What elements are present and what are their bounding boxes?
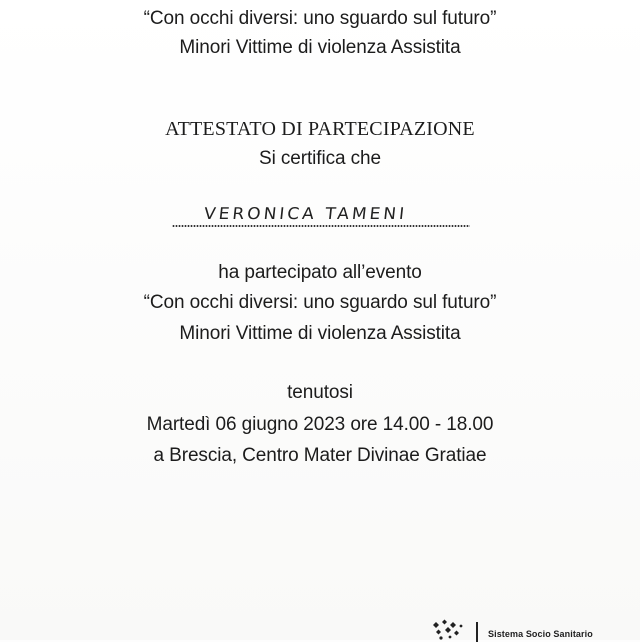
header-event-subtitle: Minori Vittime di violenza Assistita bbox=[179, 37, 461, 58]
participated-line: ha partecipato all’evento bbox=[218, 262, 422, 283]
certificate-heading: ATTESTATO DI PARTECIPAZIONE bbox=[165, 118, 475, 140]
event-date-time: Martedì 06 giugno 2023 ore 14.00 - 18.00 bbox=[146, 414, 494, 435]
footer-logo bbox=[428, 608, 640, 640]
participant-name-field bbox=[172, 198, 470, 230]
event-location: a Brescia, Centro Mater Divinae Gratiae bbox=[153, 445, 487, 466]
header-event-title: “Con occhi diversi: uno sguardo sul futuro” bbox=[143, 8, 497, 29]
logo-divider bbox=[476, 622, 478, 642]
event-title: “Con occhi diversi: uno sguardo sul futuro” bbox=[143, 292, 497, 313]
certify-line: Si certifica che bbox=[259, 148, 381, 169]
held-label: tenutosi bbox=[287, 382, 353, 403]
logo-text: Sistema Socio Sanitario bbox=[488, 629, 593, 639]
event-subtitle: Minori Vittime di violenza Assistita bbox=[179, 323, 461, 344]
dotted-line bbox=[172, 225, 470, 227]
participant-name: VERONICA TAMENI bbox=[203, 204, 409, 224]
regional-logo-icon bbox=[430, 618, 470, 640]
